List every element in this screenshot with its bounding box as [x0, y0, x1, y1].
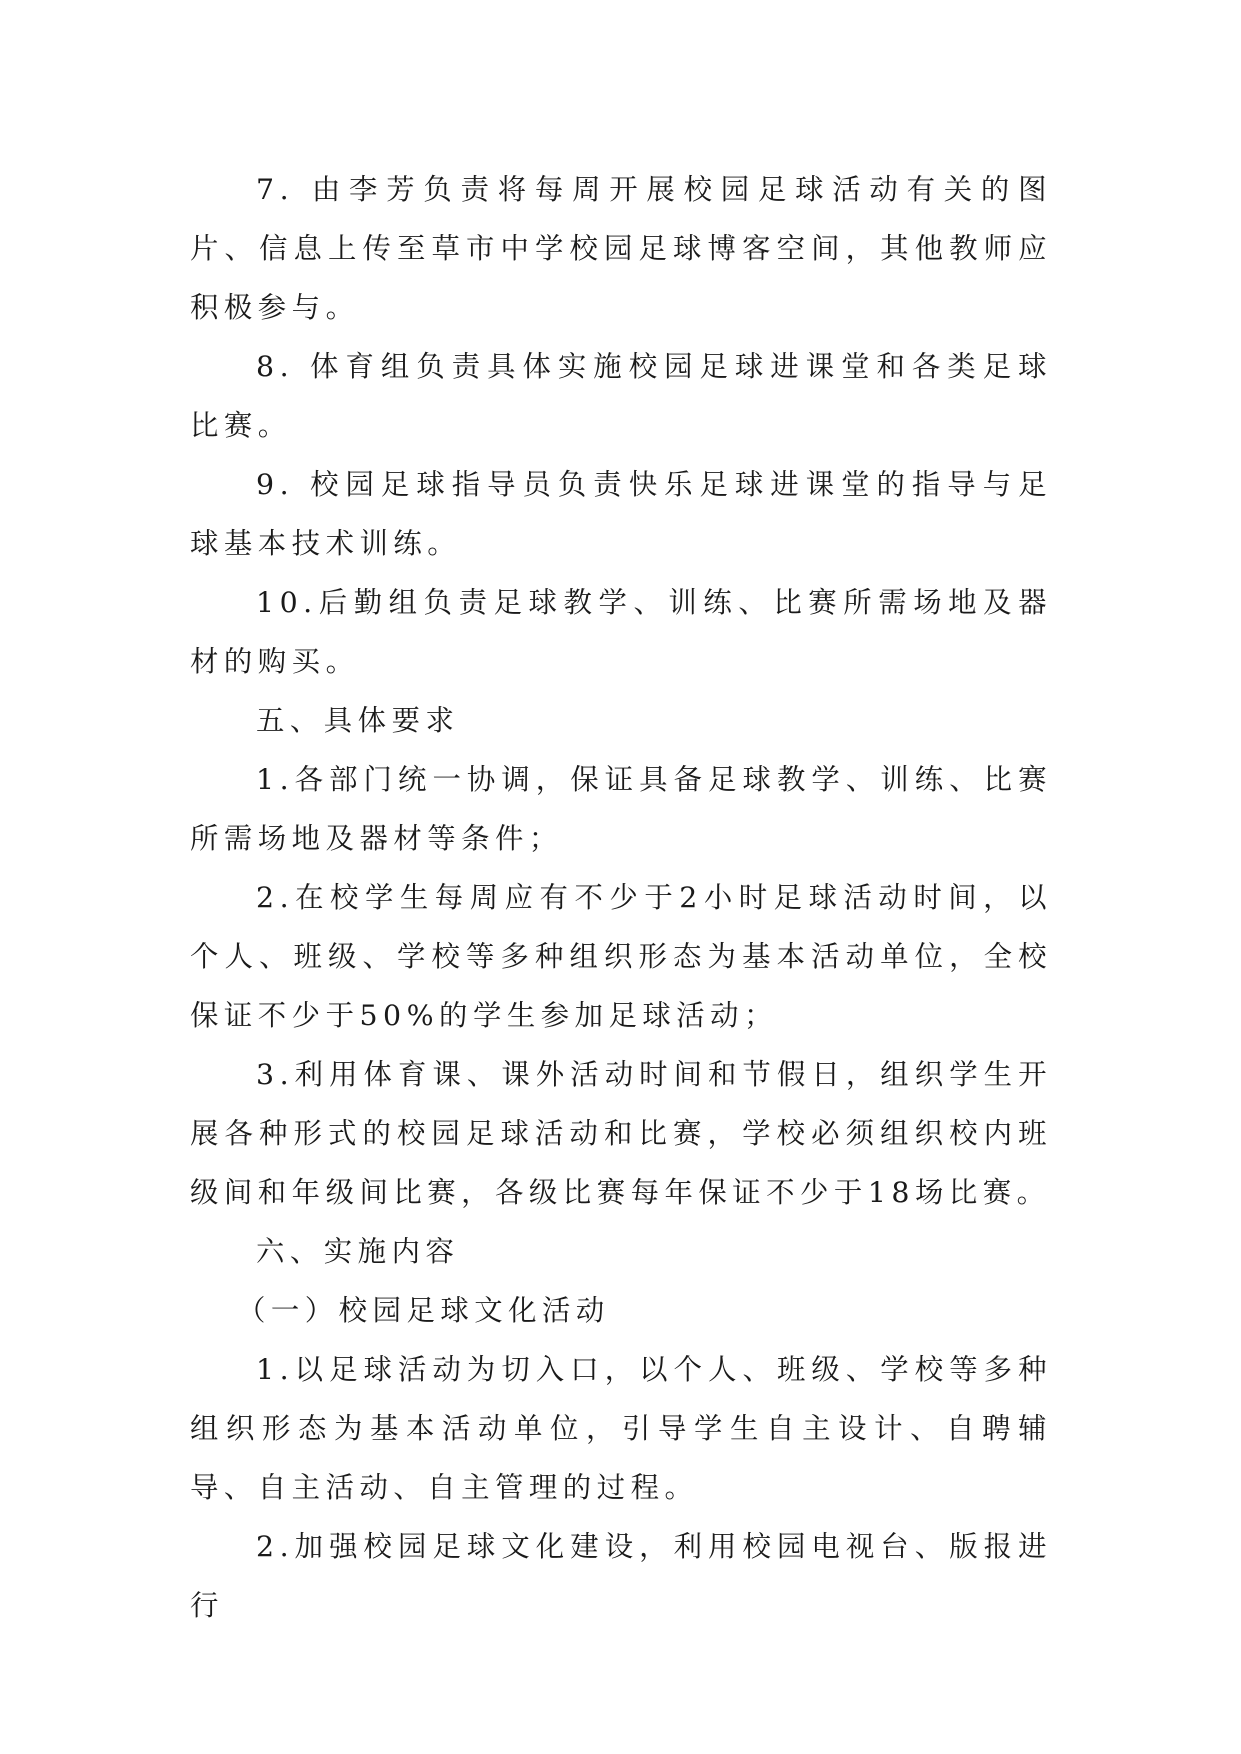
requirement-item-1: 1.各部门统一协调，保证具备足球教学、训练、比赛所需场地及器材等条件；	[190, 763, 1052, 855]
paragraph-item-7: 7. 由李芳负责将每周开展校园足球活动有关的图片、信息上传至草市中学校园足球博客空间，其他教师应积极参与。	[190, 173, 1052, 324]
requirement-item-3: 3.利用体育课、课外活动时间和节假日，组织学生开展各种形式的校园足球活动和比赛，学校必须组织校内班级间和年级间比赛，各级比赛每年保证不少于18场比赛。	[190, 1058, 1052, 1209]
document-body	[190, 160, 1052, 1635]
subsection-heading-culture: （一）校园足球文化活动	[237, 1294, 610, 1327]
culture-item-2: 2.加强校园足球文化建设，利用校园电视台、版报进行	[190, 1530, 1052, 1622]
requirement-item-2: 2.在校学生每周应有不少于2小时足球活动时间，以个人、班级、学校等多种组织形态为基本活动单位，全校保证不少于50%的学生参加足球活动；	[190, 881, 1052, 1032]
paragraph-item-10: 10.后勤组负责足球教学、训练、比赛所需场地及器材的购买。	[190, 586, 1052, 678]
paragraph-item-9: 9. 校园足球指导员负责快乐足球进课堂的指导与足球基本技术训练。	[190, 468, 1052, 560]
paragraph-item-8: 8. 体育组负责具体实施校园足球进课堂和各类足球比赛。	[190, 350, 1052, 442]
culture-item-1: 1.以足球活动为切入口，以个人、班级、学校等多种组织形态为基本活动单位，引导学生自主设计、自聘辅导、自主活动、自主管理的过程。	[190, 1353, 1052, 1504]
section-heading-content: 六、实施内容	[256, 1235, 460, 1268]
section-heading-requirements: 五、具体要求	[256, 704, 460, 737]
